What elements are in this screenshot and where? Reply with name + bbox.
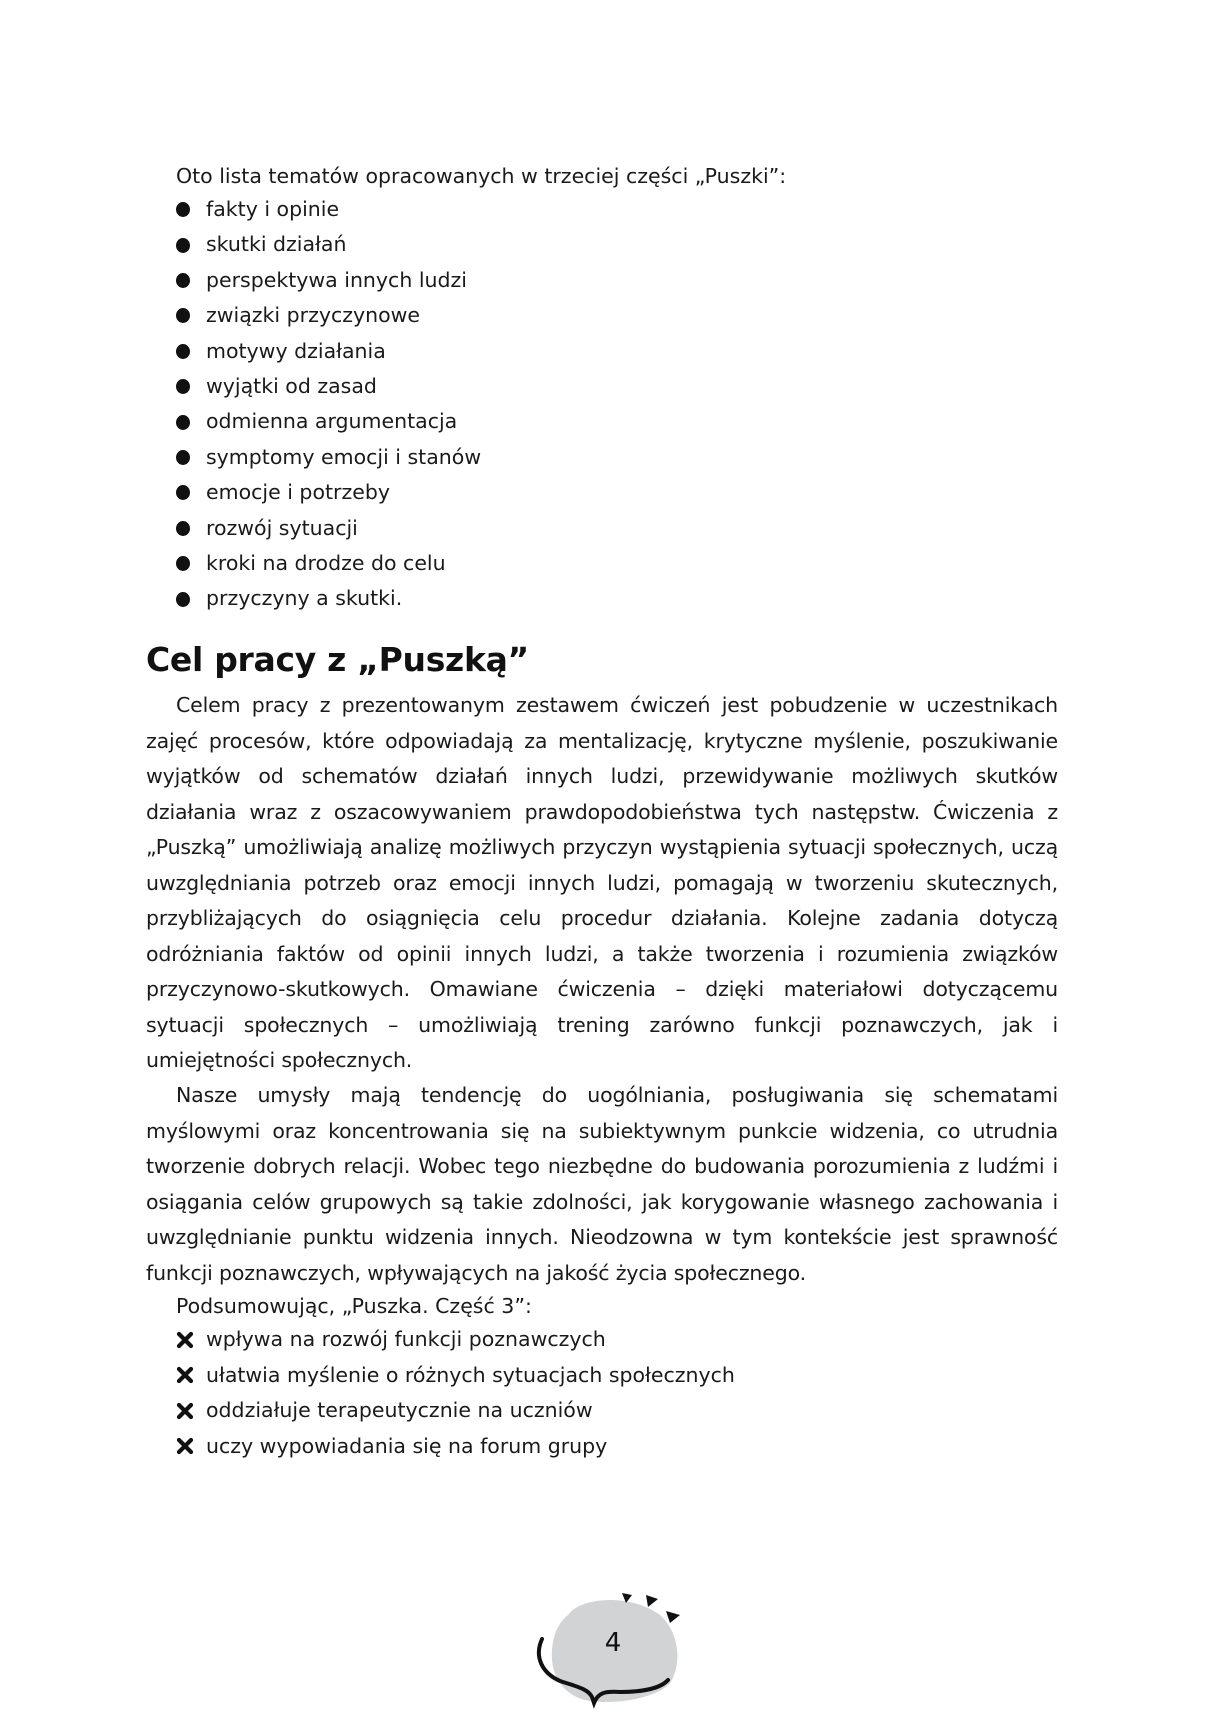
list-item: wpływa na rozwój funkcji poznawczych <box>176 1322 735 1358</box>
paragraph: Nasze umysły mają tendencję do uogólniania, posługiwania się schematami myślowymi oraz koncentrowania się na subiektywnym punkcie widzenia, co utrudnia tworzenie dobrych relacji. Wobec tego niezbędne do budowania porozumienia z ludźmi i osiągania celów grupowych są takie zdolności, jak korygowanie własnego zachowania i uwzględnianie punktu widzenia innych. Nieodzowna w tym kontekście jest sprawność funkcji poznawczych, wpływających na jakość życia społecznego. <box>146 1083 1058 1285</box>
topics-list <box>176 192 481 617</box>
list-item: perspektywa innych ludzi <box>176 263 481 298</box>
bullet-icon <box>176 556 190 571</box>
list-item: motywy działania <box>176 334 481 369</box>
summary-intro: Podsumowując, „Puszka. Część 3”: <box>176 1294 532 1318</box>
cross-icon <box>176 1402 194 1420</box>
bullet-icon <box>176 344 190 359</box>
bullet-icon <box>176 379 190 394</box>
list-item: ułatwia myślenie o różnych sytuacjach społecznych <box>176 1358 735 1394</box>
list-item: skutki działań <box>176 227 481 262</box>
list-item: emocje i potrzeby <box>176 475 481 510</box>
cross-icon <box>176 1331 194 1349</box>
bullet-icon <box>176 521 190 536</box>
bullet-icon <box>176 238 190 253</box>
page-number: 4 <box>604 1628 622 1658</box>
list-item: przyczyny a skutki. <box>176 581 481 616</box>
topics-intro: Oto lista tematów opracowanych w trzeciej części „Puszki”: <box>176 164 787 188</box>
list-item: rozwój sytuacji <box>176 511 481 546</box>
list-item: wyjątki od zasad <box>176 369 481 404</box>
list-item: odmienna argumentacja <box>176 404 481 439</box>
list-item: związki przyczynowe <box>176 298 481 333</box>
bullet-icon <box>176 202 190 217</box>
bullet-icon <box>176 592 190 607</box>
cross-icon <box>176 1437 194 1455</box>
list-item: kroki na drodze do celu <box>176 546 481 581</box>
list-item: fakty i opinie <box>176 192 481 227</box>
page-number-badge <box>520 1585 690 1715</box>
bullet-icon <box>176 415 190 430</box>
bullet-icon <box>176 308 190 323</box>
paragraph: Celem pracy z prezentowanym zestawem ćwiczeń jest pobudzenie w uczestnikach zajęć procesów, które odpowiadają za mentalizację, krytyczne myślenie, poszukiwanie wyjątków od schematów działań innych ludzi, przewidywanie możliwych skutków działania wraz z oszacowywaniem prawdopodobieństwa tych następstw. Ćwiczenia z „Puszką” umożliwiają analizę możliwych przyczyn wystąpienia sytuacji społecznych, uczą uwzględniania potrzeb oraz emocji innych ludzi, pomagają w tworzeniu skutecznych, przybliżających do osiągnięcia celu procedur działania. Kolejne zadania dotyczą odróżniania faktów od opinii innych ludzi, a także tworzenia i rozumienia związków przyczynowo-skutkowych. Omawiane ćwiczenia – dzięki materiałowi dotyczącemu sytuacji społecznych – umożliwiają trening zarówno funkcji poznawczych, jak i umiejętności społecznych. <box>146 693 1058 1072</box>
bullet-icon <box>176 485 190 500</box>
bullet-icon <box>176 450 190 465</box>
cross-icon <box>176 1366 194 1384</box>
benefits-list <box>176 1322 735 1464</box>
list-item: uczy wypowiadania się na forum grupy <box>176 1429 735 1465</box>
list-item: symptomy emocji i stanów <box>176 440 481 475</box>
list-item: oddziałuje terapeutycznie na uczniów <box>176 1393 735 1429</box>
bullet-icon <box>176 273 190 288</box>
section-heading: Cel pracy z „Puszką” <box>146 640 529 679</box>
